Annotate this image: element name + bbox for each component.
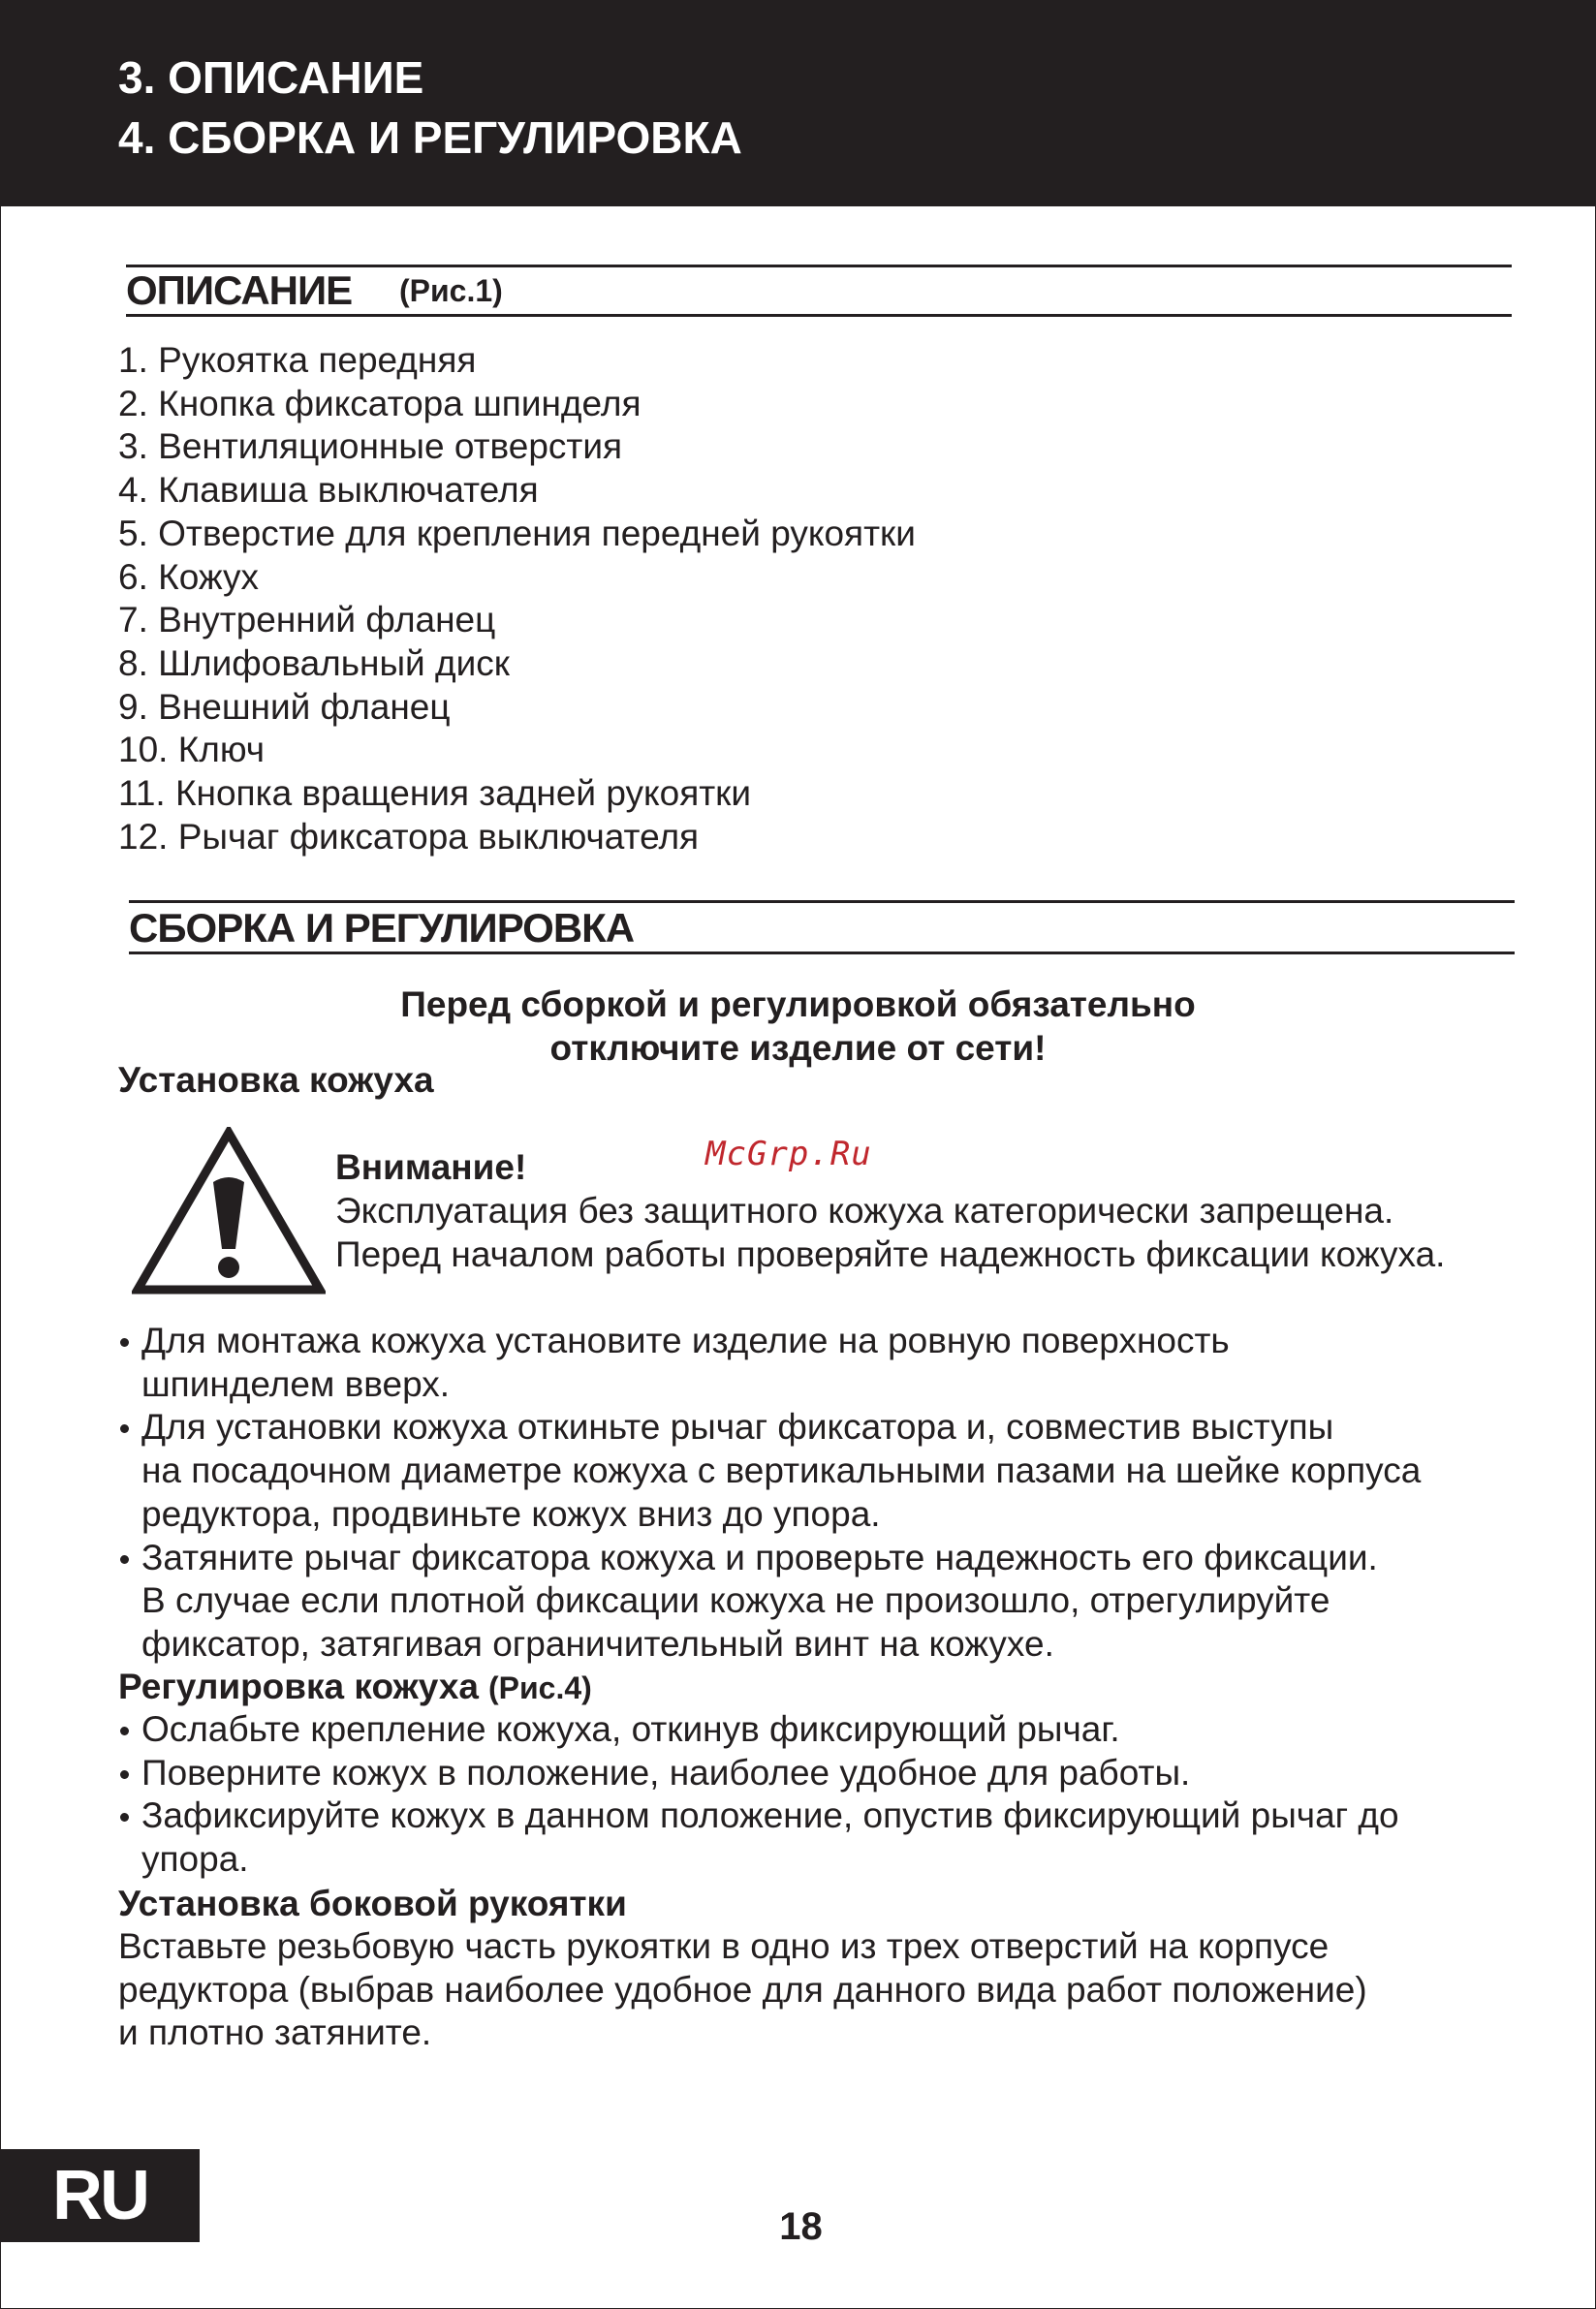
warning-triangle-icon xyxy=(132,1127,326,1296)
bullet-item xyxy=(118,1406,1552,1536)
guard-install-heading: Установка кожуха xyxy=(118,1060,434,1100)
bullet-line: на посадочном диаметре кожуха с вертикальными пазами на шейке корпуса xyxy=(141,1451,1422,1491)
section-description-heading xyxy=(126,265,1512,317)
page-header xyxy=(0,0,1596,206)
warning-text-line-2: Перед началом работы проверяйте надежность фиксации кожуха. xyxy=(335,1234,1446,1274)
guard-adjust-heading xyxy=(118,1665,592,1710)
list-item: 7. Внутренний фланец xyxy=(118,600,496,640)
list-item: 5. Отверстие для крепления передней рукоятки xyxy=(118,513,916,553)
watermark: McGrp.Ru xyxy=(705,1135,872,1173)
warning-title: Внимание! xyxy=(335,1147,527,1187)
list-item: 11. Кнопка вращения задней рукоятки xyxy=(118,773,752,814)
language-badge: RU xyxy=(0,2149,200,2242)
list-item: 9. Внешний фланец xyxy=(118,686,451,727)
bullet-line: В случае если плотной фиксации кожуха не произошло, отрегулируйте xyxy=(141,1580,1330,1621)
list-item: 1. Рукоятка передняя xyxy=(118,340,477,380)
bullet-line: упора. xyxy=(141,1839,249,1880)
bullet-item xyxy=(118,1752,1552,1795)
header-title-assembly: 4. СБОРКА И РЕГУЛИРОВКА xyxy=(118,112,742,163)
bullet-item xyxy=(118,1794,1552,1881)
header-title-description: 3. ОПИСАНИЕ xyxy=(118,52,424,103)
paragraph-line: и плотно затяните. xyxy=(118,2013,432,2053)
paragraph-line: редуктора (выбрав наиболее удобное для данного вида работ положение) xyxy=(118,1969,1367,2010)
bullet-line: Для установки кожуха откиньте рычаг фиксатора и, совместив выступы xyxy=(141,1407,1334,1448)
section-description-title: ОПИСАНИЕ xyxy=(126,267,353,313)
guard-adjust-instructions xyxy=(118,1708,1552,1882)
bullet-line: Ослабьте крепление кожуха, откинув фиксирующий рычаг. xyxy=(141,1709,1120,1749)
list-item: 12. Рычаг фиксатора выключателя xyxy=(118,816,700,857)
bullet-line: Затяните рычаг фиксатора кожуха и проверьте надежность его фиксации. xyxy=(141,1537,1378,1577)
side-handle-heading: Установка боковой рукоятки xyxy=(118,1884,627,1923)
bullet-line: шпинделем вверх. xyxy=(141,1363,451,1404)
bullet-item xyxy=(118,1320,1552,1406)
list-item: 2. Кнопка фиксатора шпинделя xyxy=(118,383,642,423)
bullet-line: Поверните кожух в положение, наиболее удобное для работы. xyxy=(141,1752,1191,1793)
safety-notice-line-1: Перед сборкой и регулировкой обязательно xyxy=(400,984,1196,1024)
guard-adjust-figure-ref: (Рис.4) xyxy=(487,1670,592,1705)
safety-notice-line-2: отключите изделие от сети! xyxy=(549,1028,1047,1068)
bullet-line: редуктора, продвиньте кожух вниз до упора. xyxy=(141,1493,881,1534)
warning-text-line-1: Эксплуатация без защитного кожуха категорически запрещена. xyxy=(335,1191,1394,1231)
paragraph-line: Вставьте резьбовую часть рукоятки в одно из трех отверстий на корпусе xyxy=(118,1926,1330,1966)
bullet-line: фиксатор, затягивая ограничительный винт на кожухе. xyxy=(141,1623,1054,1664)
side-handle-instructions xyxy=(118,1925,1552,2055)
list-item: 4. Клавиша выключателя xyxy=(118,470,539,511)
bullet-item xyxy=(118,1708,1552,1752)
section-description-figure-ref: (Рис.1) xyxy=(399,273,503,308)
section-assembly-heading xyxy=(129,900,1515,954)
bullet-line: Для монтажа кожуха установите изделие на ровную поверхность xyxy=(141,1321,1230,1360)
list-item: 6. Кожух xyxy=(118,556,260,597)
parts-list xyxy=(118,339,916,858)
list-item: 10. Ключ xyxy=(118,730,266,770)
guard-install-instructions xyxy=(118,1320,1552,1667)
list-item: 3. Вентиляционные отверстия xyxy=(118,426,623,467)
list-item: 8. Шлифовальный диск xyxy=(118,642,510,683)
guard-adjust-title: Регулировка кожуха xyxy=(118,1667,479,1706)
bullet-line: Зафиксируйте кожух в данном положение, опустив фиксирующий рычаг до xyxy=(141,1795,1399,1836)
page-number: 18 xyxy=(779,2205,823,2248)
bullet-item xyxy=(118,1537,1552,1667)
section-assembly-title: СБОРКА И РЕГУЛИРОВКА xyxy=(129,905,635,951)
